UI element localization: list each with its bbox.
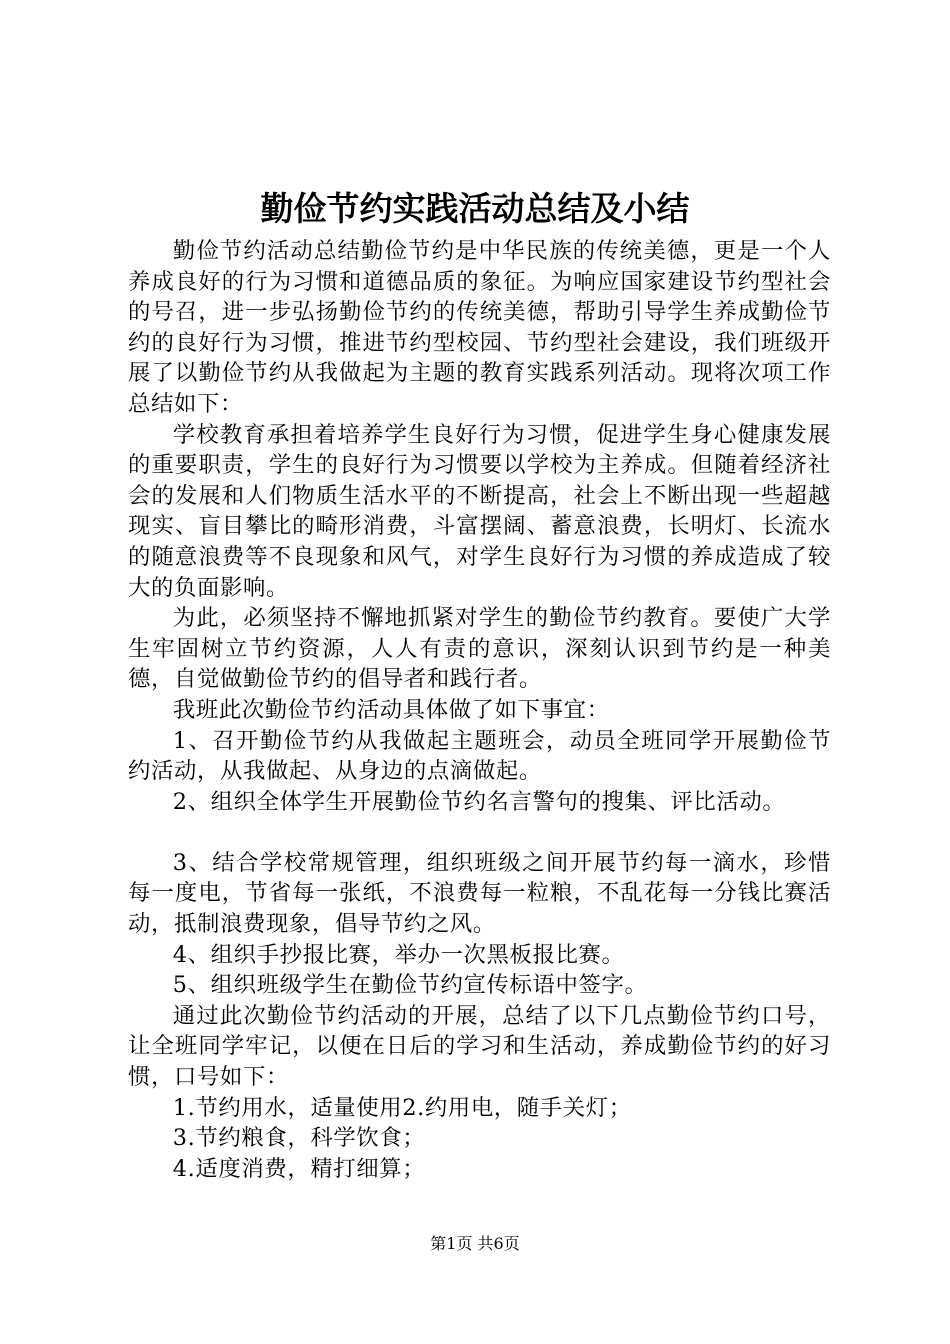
paragraph-intro: 勤俭节约活动总结勤俭节约是中华民族的传统美德，更是一个人养成良好的行为习惯和道德品质的象征。为响应国家建设节约型社会的号召，进一步弘扬勤俭节约的传统美德，帮助引导学生养成勤俭节约的良好行为习惯，推进节约型校园、节约型社会建设，我们班级开展了以勤俭节约从我做起为主题的教育实践系列活动。现将次项工作总结如下： (128, 238, 831, 417)
list-item-slogan-4: 4.适度消费，精打细算； (172, 1155, 426, 1182)
list-item-activity-3: 3、结合学校常规管理，组织班级之间开展节约每一滴水，珍惜每一度电，节省每一张纸，不浪费每一粒粮，不乱花每一分钱比赛活动，抵制浪费现象，倡导节约之风。 (128, 849, 831, 938)
page-number-footer: 第1页 共6页 (430, 1234, 520, 1253)
list-item-activity-2: 2、组织全体学生开展勤俭节约名言警句的搜集、评比活动。 (172, 788, 786, 815)
list-item-slogan-1: 1.节约用水，适量使用2.约用电，随手关灯； (172, 1094, 632, 1121)
paragraph-school-education: 学校教育承担着培养学生良好行为习惯，促进学生身心健康发展的重要职责，学生的良好行为习惯要以学校为主养成。但随着经济社会的发展和人们物质生活水平的不断提高，社会上不断出现一些超越现实、盲目攀比的畸形消费，斗富摆阔、蓄意浪费，长明灯、长流水的随意浪费等不良现象和风气，对学生良好行为习惯的养成造成了较大的负面影响。 (128, 421, 831, 601)
document-title: 勤俭节约实践活动总结及小结 (260, 189, 690, 228)
paragraph-slogans-intro: 通过此次勤俭节约活动的开展，总结了以下几点勤俭节约口号，让全班同学牢记，以便在日后的学习和生活动，养成勤俭节约的好习惯，口号如下： (128, 1002, 831, 1091)
list-item-activity-1: 1、召开勤俭节约从我做起主题班会，动员全班同学开展勤俭节约活动，从我做起、从身边的点滴做起。 (128, 727, 831, 785)
paragraph-activities-heading: 我班此次勤俭节约活动具体做了如下事宜： (172, 696, 610, 723)
list-item-activity-4: 4、组织手抄报比赛，举办一次黑板报比赛。 (172, 941, 625, 968)
document-body (128, 236, 831, 1184)
list-item-slogan-3: 3.节约粮食，科学饮食； (172, 1125, 426, 1152)
paragraph-therefore: 为此，必须坚持不懈地抓紧对学生的勤俭节约教育。要使广大学生牢固树立节约资源，人人有责的意识，深刻认识到节约是一种美德，自觉做勤俭节约的倡导者和践行者。 (128, 605, 831, 693)
list-item-activity-5: 5、组织班级学生在勤俭节约宣传标语中签字。 (172, 972, 648, 999)
